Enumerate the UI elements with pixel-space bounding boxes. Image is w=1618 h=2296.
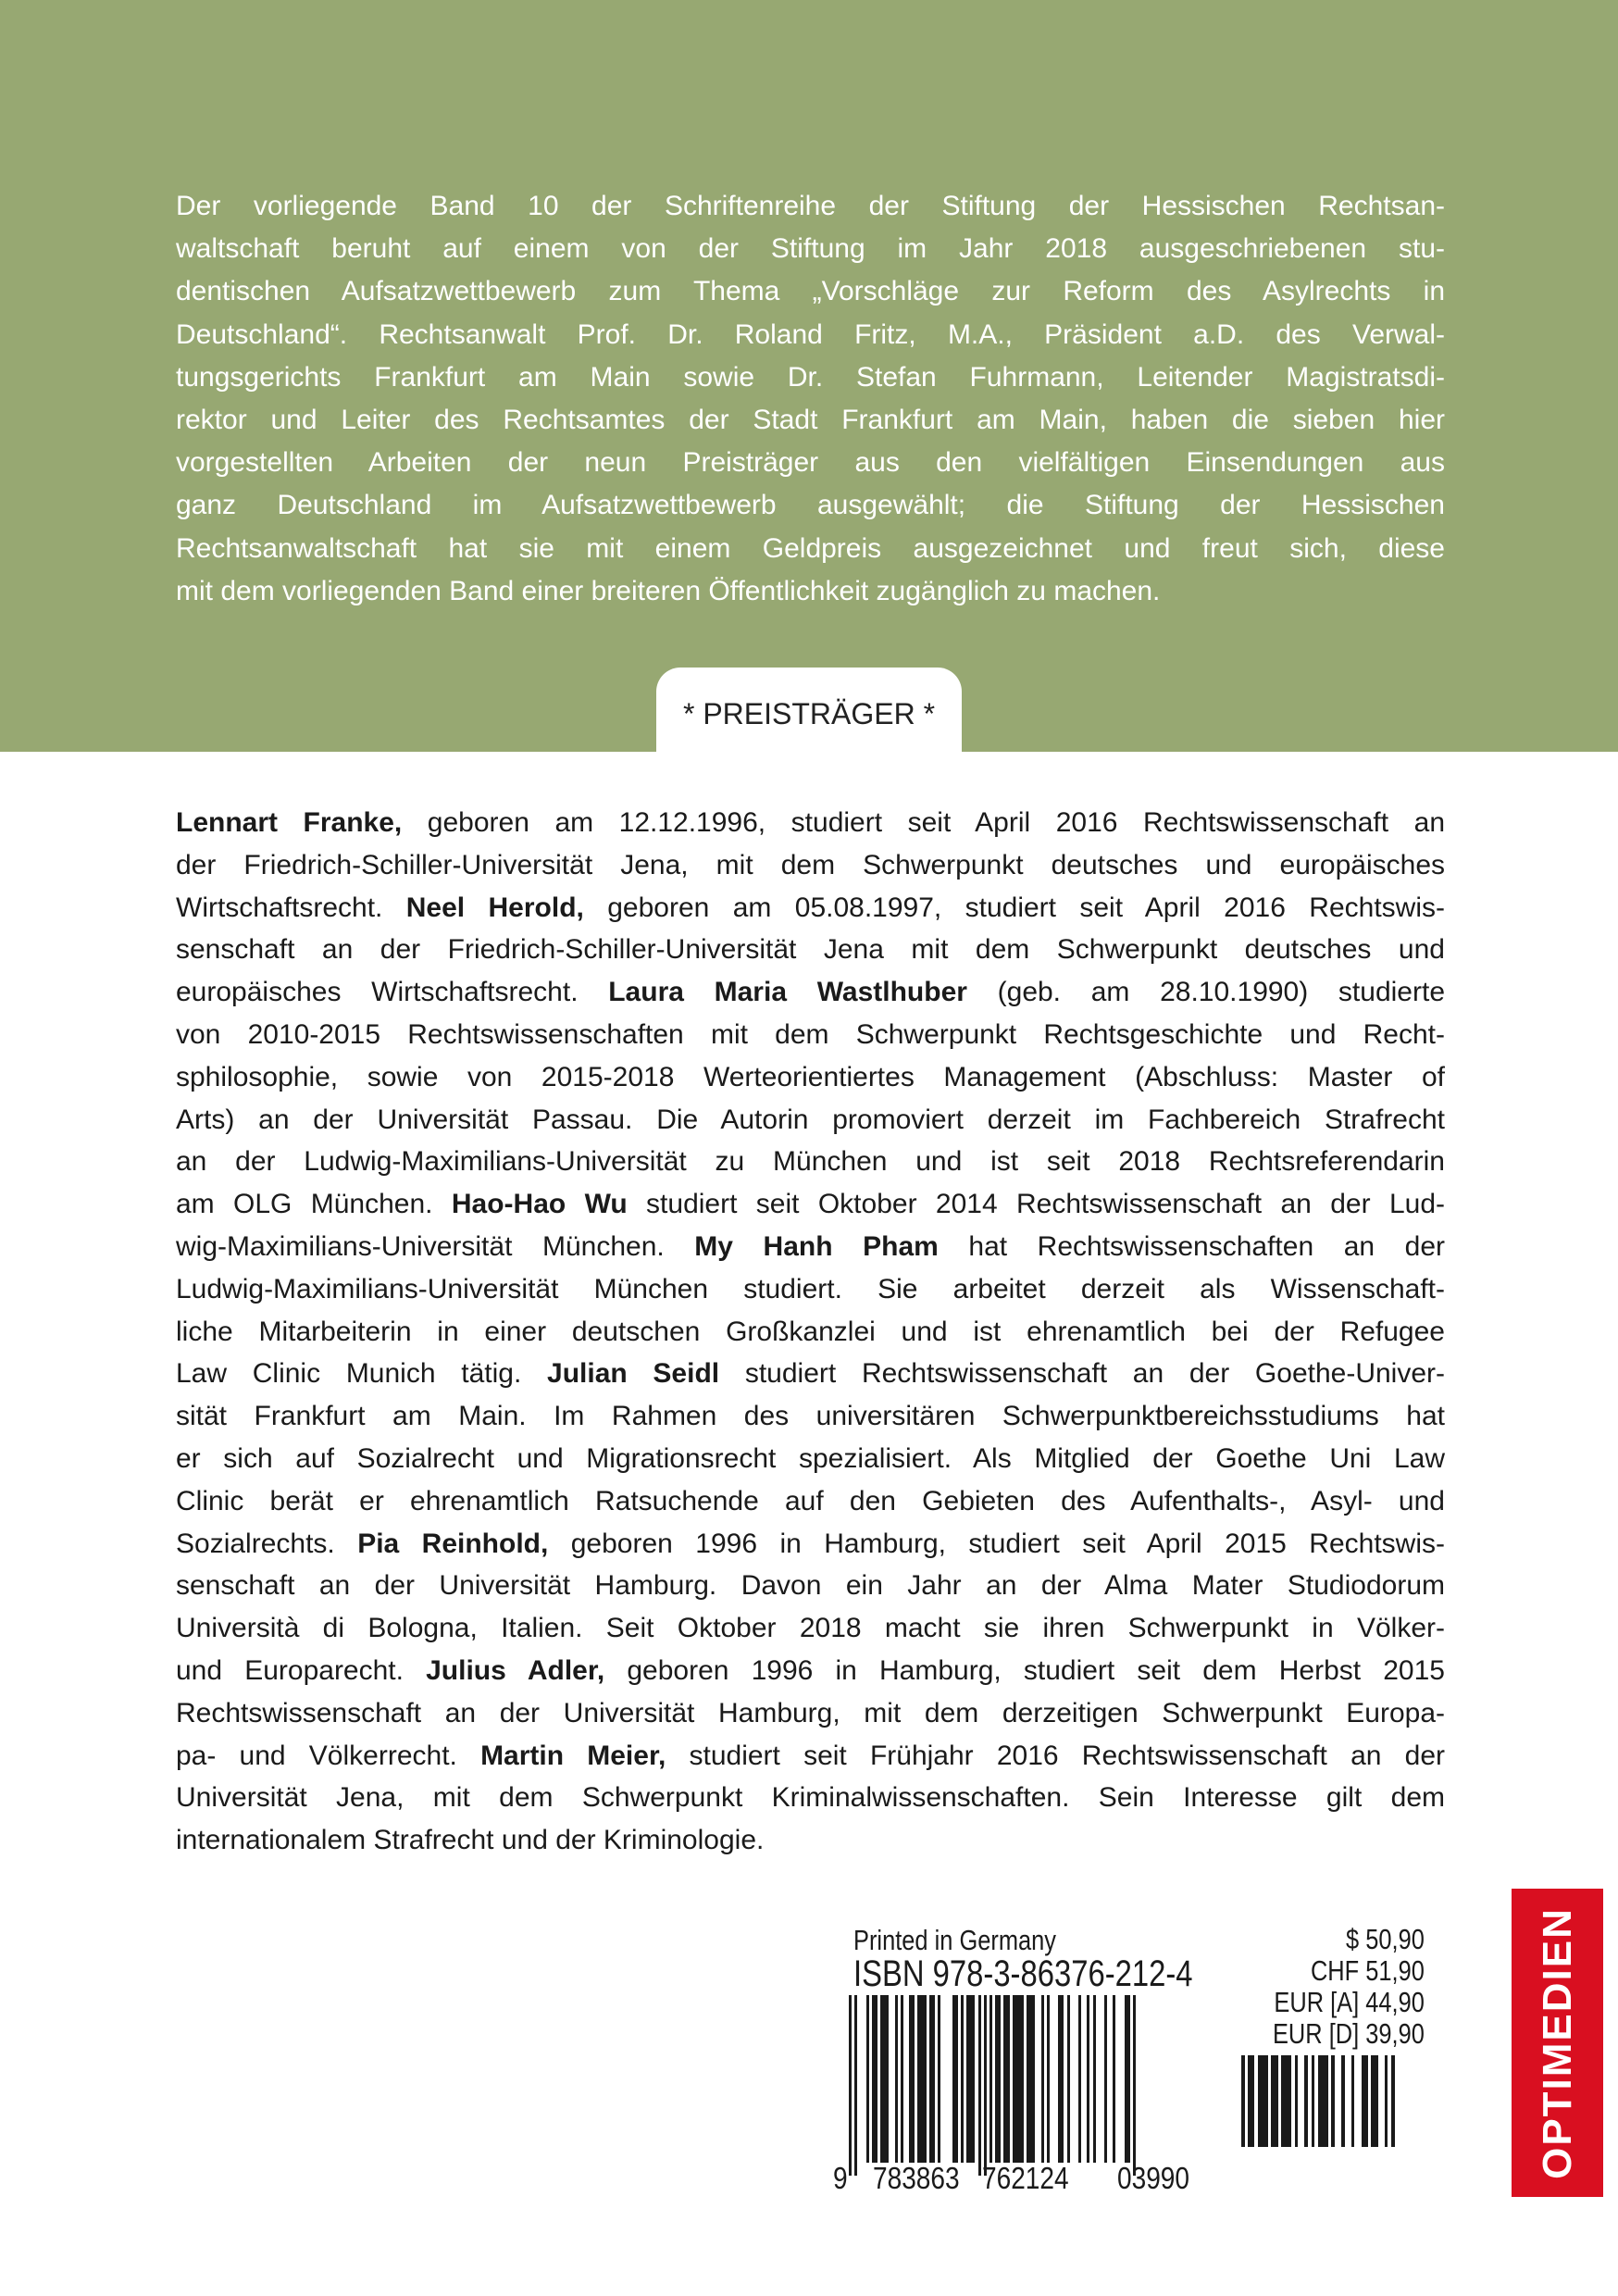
barcode-digits-addon: 03990	[1117, 2161, 1190, 2195]
barcode-bar	[901, 1995, 903, 2163]
bio-line	[176, 1650, 1445, 1692]
barcode-bar	[929, 1995, 935, 2163]
barcode-bar	[1351, 2055, 1355, 2147]
barcode-bar	[917, 1995, 926, 2163]
bio-text: internationalem Strafrecht und der Kriminologie.	[176, 1825, 765, 1856]
isbn-label: ISBN 978-3-86376-212-4	[853, 1953, 1193, 1994]
printed-in-label: Printed in Germany	[853, 1924, 1056, 1956]
bio-text: pa- und Völkerrecht.	[176, 1740, 481, 1771]
barcode-bar	[895, 1995, 898, 2163]
intro-line: Deutschland“. Rechtsanwalt Prof. Dr. Roland Fritz, M.A., Präsident a.D. des Verwal-	[176, 318, 1445, 350]
bio-line	[176, 971, 1445, 1014]
bio-line	[176, 1141, 1445, 1183]
barcode-bar	[872, 1995, 877, 2163]
publisher-logo: OPTIMEDIEN	[1534, 1906, 1580, 2179]
author-name: Laura Maria Wastlhuber	[608, 977, 967, 1008]
bio-line	[176, 1438, 1445, 1480]
bio-text: Arts) an der Universität Passau. Die Autorin promoviert derzeit im Fachbereich Strafrecht	[176, 1104, 1445, 1135]
bio-text: Sozialrechts.	[176, 1528, 358, 1559]
barcode-bar	[1041, 1995, 1044, 2163]
barcode-bar	[909, 1995, 915, 2163]
barcode-bar	[952, 1995, 958, 2163]
bio-text: Ludwig-Maximilians-Universität München studiert. Sie arbeitet derzeit als Wissenschaft-	[176, 1273, 1445, 1304]
intro-line: mit dem vorliegenden Band einer breiteren Öffentlichkeit zugänglich zu machen.	[176, 575, 1161, 606]
bio-line	[176, 1692, 1445, 1735]
barcode-bar	[1125, 1995, 1130, 2163]
intro-line: ganz Deutschland im Aufsatzwettbewerb ausgewählt; die Stiftung der Hessischen	[176, 490, 1445, 521]
barcode-bar	[1331, 2055, 1335, 2147]
barcode-bar	[1027, 1995, 1035, 2163]
barcode-bar	[1312, 2055, 1315, 2147]
bio-text: studiert Rechtswissenschaft an der Goethe-Univer-	[719, 1358, 1446, 1390]
bio-text: von 2010-2015 Rechtswissenschaften mit dem Schwerpunkt Rechtsgeschichte und Recht-	[176, 1018, 1445, 1050]
barcode-bar	[1318, 2055, 1328, 2147]
intro-line: Der vorliegende Band 10 der Schriftenreihe der Stiftung der Hessischen Rechtsan-	[176, 191, 1445, 221]
intro-line: dentischen Aufsatzwettbewerb zum Thema „Vorschläge zur Reform des Asylrechts in	[176, 276, 1445, 307]
publisher-logo-block	[1512, 1889, 1603, 2197]
intro-paragraph	[176, 185, 1445, 613]
bio-line	[176, 1014, 1445, 1056]
bio-text: studiert seit Oktober 2014 Rechtswissenschaft an der Lud-	[627, 1189, 1445, 1220]
author-name: Lennart Franke,	[176, 807, 403, 838]
bio-line	[176, 1565, 1445, 1607]
bio-line	[176, 1183, 1445, 1226]
bio-text: und Europarecht.	[176, 1654, 427, 1686]
bio-line	[176, 887, 1445, 930]
barcode-bar	[1281, 2055, 1291, 2147]
bio-line	[176, 802, 1445, 844]
bio-text: der Friedrich-Schiller-Universität Jena, mit dem Schwerpunkt deutsches und europäisches	[176, 849, 1445, 880]
barcode-bar	[849, 1995, 852, 2176]
intro-line: tungsgerichts Frankfurt am Main sowie Dr. Stefan Fuhrmann, Leitender Magistratsdi-	[176, 361, 1445, 393]
bio-text: geboren 1996 in Hamburg, studiert seit dem Herbst 2015	[604, 1654, 1445, 1686]
barcode-bar	[880, 1995, 889, 2163]
author-name: My Hanh Pham	[694, 1230, 939, 1262]
bio-line	[176, 929, 1445, 971]
author-name: Martin Meier,	[480, 1740, 666, 1771]
barcode-bar	[1391, 2055, 1395, 2147]
bio-line	[176, 1395, 1445, 1438]
bio-line	[176, 1311, 1445, 1354]
barcode-bar	[966, 1995, 975, 2163]
author-name: Julius Adler,	[426, 1654, 605, 1686]
barcode-digit-first: 9	[833, 2161, 848, 2195]
bio-text: wig-Maximilians-Universität München.	[176, 1230, 695, 1262]
bio-text: geboren am 05.08.1997, studiert seit April 2016 Rechtswis-	[583, 892, 1445, 923]
author-name: Neel Herold,	[405, 892, 584, 923]
barcode-bar	[1013, 1995, 1024, 2163]
bio-text: senschaft an der Friedrich-Schiller-Universität Jena mit dem Schwerpunkt deutsches und	[176, 934, 1445, 966]
bio-text: senschaft an der Universität Hamburg. Davon ein Jahr an der Alma Mater Studiodorum	[176, 1570, 1445, 1602]
bio-text: an der Ludwig-Maximilians-Universität zu München und ist seit 2018 Rechtsreferendarin	[176, 1146, 1445, 1178]
barcode-bar	[1093, 1995, 1096, 2163]
bio-text: Universität Jena, mit dem Schwerpunkt Kriminalwissenschaften. Sein Interesse gilt dem	[176, 1782, 1445, 1814]
bio-line	[176, 1099, 1445, 1142]
author-name: Hao-Hao Wu	[451, 1189, 628, 1220]
bio-text: hat Rechtswissenschaften an der	[938, 1230, 1445, 1262]
barcode-bar	[1248, 2055, 1254, 2147]
bio-line	[176, 1607, 1445, 1650]
bio-text: er sich auf Sozialrecht und Migrationsrecht spezialisiert. Als Mitglied der Goethe Uni Law	[176, 1442, 1445, 1474]
bio-line	[176, 1226, 1445, 1268]
bio-text: sität Frankfurt am Main. Im Rahmen des universitären Schwerpunktbereichsstudiums hat	[176, 1401, 1445, 1432]
barcode-bar	[1067, 1995, 1070, 2163]
barcode-bar	[1113, 1995, 1115, 2163]
bio-text: am OLG München.	[176, 1189, 452, 1220]
barcode-bar	[1058, 1995, 1064, 2163]
bio-text: europäisches Wirtschaftsrecht.	[176, 977, 609, 1008]
bio-line	[176, 844, 1445, 887]
barcode-bar	[984, 1995, 987, 2176]
bio-text: Wirtschaftsrecht.	[176, 892, 406, 923]
bio-text: liche Mitarbeiterin in einer deutschen Großkanzlei und ist ehrenamtlich bei der Refugee	[176, 1316, 1445, 1347]
barcode-digits-left: 783863	[873, 2161, 960, 2195]
price-chf: CHF 51,90	[1311, 1954, 1425, 1987]
barcode-bar	[1385, 2055, 1388, 2147]
barcode-bar	[1271, 2055, 1277, 2147]
isbn-barcode	[849, 1995, 1122, 2176]
price-usd: $ 50,90	[1346, 1923, 1425, 1955]
barcode-bar	[1087, 1995, 1089, 2163]
author-name: Julian Seidl	[547, 1358, 720, 1390]
bio-text: (geb. am 28.10.1990) studierte	[966, 977, 1445, 1008]
addon-barcode	[1241, 2055, 1378, 2160]
bio-line	[176, 1268, 1445, 1311]
bio-line	[176, 1523, 1445, 1566]
price-eur-d: EUR [D] 39,90	[1273, 2017, 1425, 2050]
bio-line	[176, 1735, 1445, 1778]
intro-line: vorgestellten Arbeiten der neun Preisträger aus den vielfältigen Einsendungen aus	[176, 447, 1445, 479]
section-tab-preistraeger: * PREISTRÄGER *	[656, 668, 962, 753]
bio-text: Law Clinic Munich tätig.	[176, 1358, 548, 1390]
bio-line	[176, 1056, 1445, 1099]
bio-text: sphilosophie, sowie von 2015-2018 Werteorientiertes Management (Abschluss: Master of	[176, 1061, 1445, 1092]
author-name: Pia Reinhold,	[357, 1528, 549, 1559]
barcode-bar	[1371, 2055, 1377, 2147]
bio-line	[176, 1480, 1445, 1523]
barcode-bar	[1258, 2055, 1268, 2147]
intro-line: waltschaft beruht auf einem von der Stiftung im Jahr 2018 ausgeschriebenen stu-	[176, 233, 1445, 265]
author-bios	[176, 802, 1445, 1862]
bio-text: studiert seit Frühjahr 2016 Rechtswissenschaft an der	[666, 1740, 1445, 1771]
bio-text: Università di Bologna, Italien. Seit Oktober 2018 macht sie ihren Schwerpunkt in Völker-	[176, 1613, 1445, 1644]
barcode-bar	[1295, 2055, 1299, 2147]
barcode-bar	[989, 1995, 992, 2163]
barcode-bar	[866, 1995, 869, 2163]
bio-text: geboren am 12.12.1996, studiert seit April 2016 Rechtswissenschaft an	[402, 807, 1445, 838]
bio-line	[176, 1777, 1445, 1819]
price-eur-a: EUR [A] 44,90	[1274, 1986, 1425, 2018]
barcode-bar	[938, 1995, 940, 2163]
intro-line: Rechtsanwaltschaft hat sie mit einem Geldpreis ausgezeichnet und freut sich, diese	[176, 532, 1445, 564]
barcode-bar	[854, 1995, 857, 2176]
bio-line	[176, 1819, 1445, 1862]
bio-text: Clinic berät er ehrenamtlich Ratsuchende auf den Gebieten des Aufenthalts-, Asyl- und	[176, 1485, 1445, 1516]
barcode-bar	[1241, 2055, 1245, 2147]
barcode-digits-right: 762124	[982, 2161, 1069, 2195]
bio-line	[176, 1353, 1445, 1395]
barcode-bar	[961, 1995, 964, 2163]
bio-text: Rechtswissenschaft an der Universität Hamburg, mit dem derzeitigen Schwerpunkt Europa-	[176, 1697, 1445, 1728]
intro-line: rektor und Leiter des Rechtsamtes der Stadt Frankfurt am Main, haben die sieben hier	[176, 404, 1445, 435]
barcode-bar	[1304, 2055, 1308, 2147]
barcode-bar	[1341, 2055, 1345, 2147]
barcode-bar	[1104, 1995, 1107, 2163]
barcode-bar	[1003, 1995, 1009, 2163]
barcode-bar	[978, 1995, 981, 2176]
barcode-bar	[995, 1995, 1001, 2163]
barcode-bar	[1078, 1995, 1081, 2163]
barcode-bar	[1047, 1995, 1050, 2163]
price-list	[1273, 1924, 1425, 2050]
barcode-bar	[1133, 1995, 1136, 2176]
bio-text: geboren 1996 in Hamburg, studiert seit April 2015 Rechtswis-	[548, 1528, 1445, 1559]
barcode-bar	[1362, 2055, 1368, 2147]
